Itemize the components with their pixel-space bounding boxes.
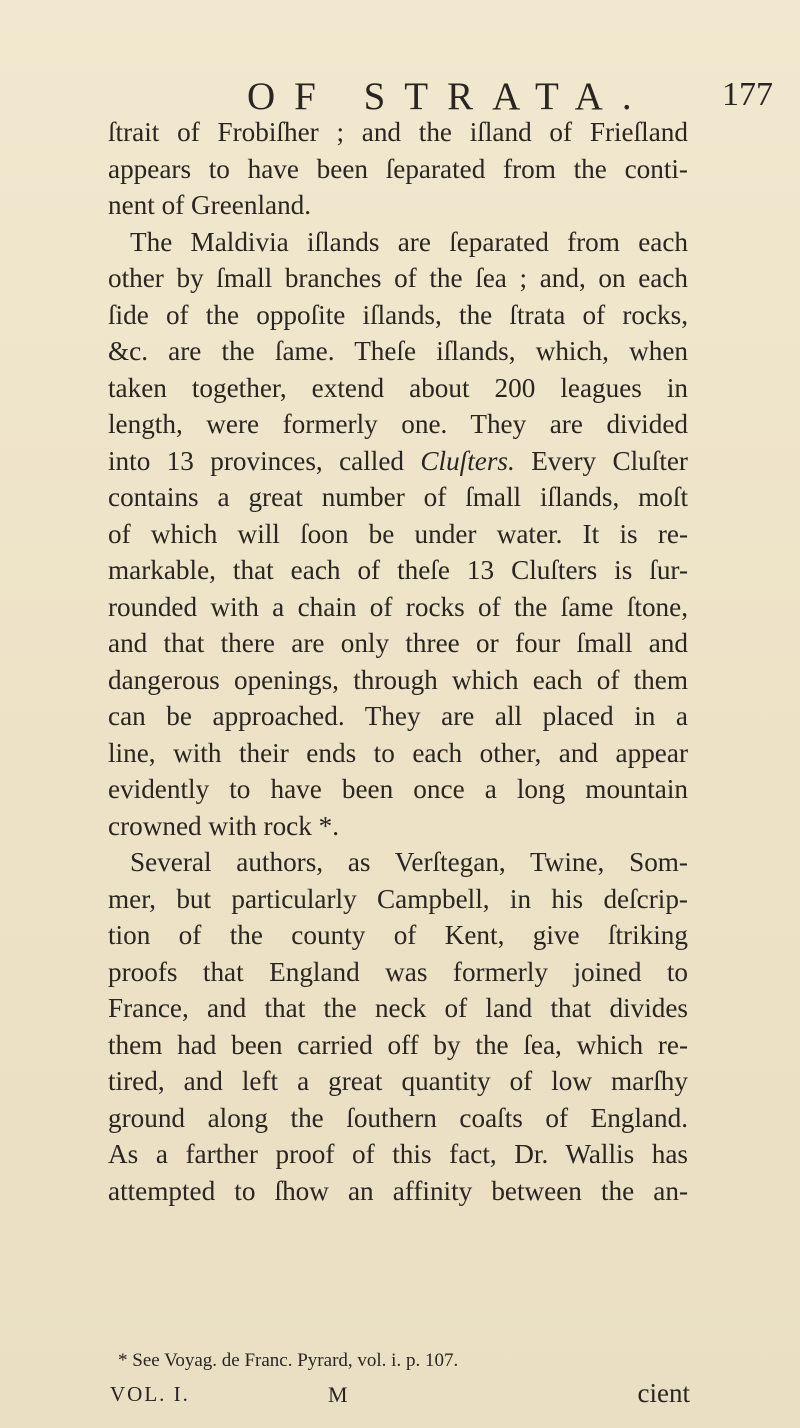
text-line: mer, but particularly Campbell, in his deſcrip- [108, 883, 688, 914]
paragraph-start: The Maldivia iſlands are ſeparated from each [130, 226, 688, 257]
text-line: other by ſmall branches of the ſea ; and, on each [108, 263, 688, 293]
text-line: As a farther proof of this fact, Dr. Wallis has [108, 1139, 688, 1169]
running-title: OF STRATA. [247, 75, 651, 118]
text-line: markable, that each of theſe 13 Cluſters is ſur- [108, 555, 688, 585]
signature-line [110, 1378, 690, 1412]
text-line: rounded with a chain of rocks of the ſame ſtone, [108, 591, 688, 622]
italic-term: Cluſters. [420, 445, 515, 476]
text-line: line, with their ends to each other, and appear [108, 737, 688, 768]
text-line: France, and that the neck of land that divides [108, 993, 688, 1023]
text-line: and that there are only three or four ſmall and [108, 628, 688, 658]
catchword: cient [637, 1378, 690, 1408]
text-line: proofs that England was formerly joined to [108, 956, 688, 987]
volume-label: VOL. I. [110, 1382, 190, 1406]
signature-mark: M [328, 1382, 348, 1407]
text-line: ſide of the oppoſite iſlands, the ſtrata of rocks, [108, 299, 688, 330]
text-line: attempted to ſhow an affinity between the an- [108, 1175, 688, 1206]
footnote: * See Voyag. de Franc. Pyrard, vol. i. p. 107. [118, 1350, 459, 1371]
text-line: tired, and left a great quantity of low marſhy [108, 1066, 688, 1096]
text-line: nent of Greenland. [108, 190, 312, 220]
text-line: &c. are the ſame. Theſe iſlands, which, when [108, 336, 688, 366]
text-line: evidently to have been once a long mountain [108, 774, 688, 804]
body-text [108, 114, 688, 1209]
text-line: ground along the ſouthern coaſts of England. [108, 1102, 688, 1133]
text-line [108, 443, 688, 480]
page-header [0, 74, 800, 118]
text-line: taken together, extend about 200 leagues in [108, 372, 688, 403]
text-line: can be approached. They are all placed in a [108, 701, 688, 731]
text-line: appears to have been ſeparated from the conti- [108, 153, 688, 184]
text-line: crowned with rock *. [108, 810, 340, 841]
text-line: ſtrait of Frobiſher ; and the iſland of Frieſland [108, 117, 688, 147]
text-run: into 13 provinces, called [108, 445, 421, 476]
text-line: dangerous openings, through which each of them [108, 664, 688, 695]
text-line: them had been carried off by the ſea, which re- [108, 1029, 688, 1060]
text-line: contains a great number of ſmall iſlands, moſt [108, 482, 688, 512]
text-line: tion of the county of Kent, give ſtriking [108, 920, 688, 950]
paragraph-start: Several authors, as Verſtegan, Twine, Som- [130, 847, 688, 877]
text-line: length, were formerly one. They are divided [108, 409, 688, 439]
page-number: 177 [722, 76, 773, 113]
text-line: of which will ſoon be under water. It is re- [108, 518, 688, 549]
text-run: Every Cluſter [514, 445, 688, 476]
